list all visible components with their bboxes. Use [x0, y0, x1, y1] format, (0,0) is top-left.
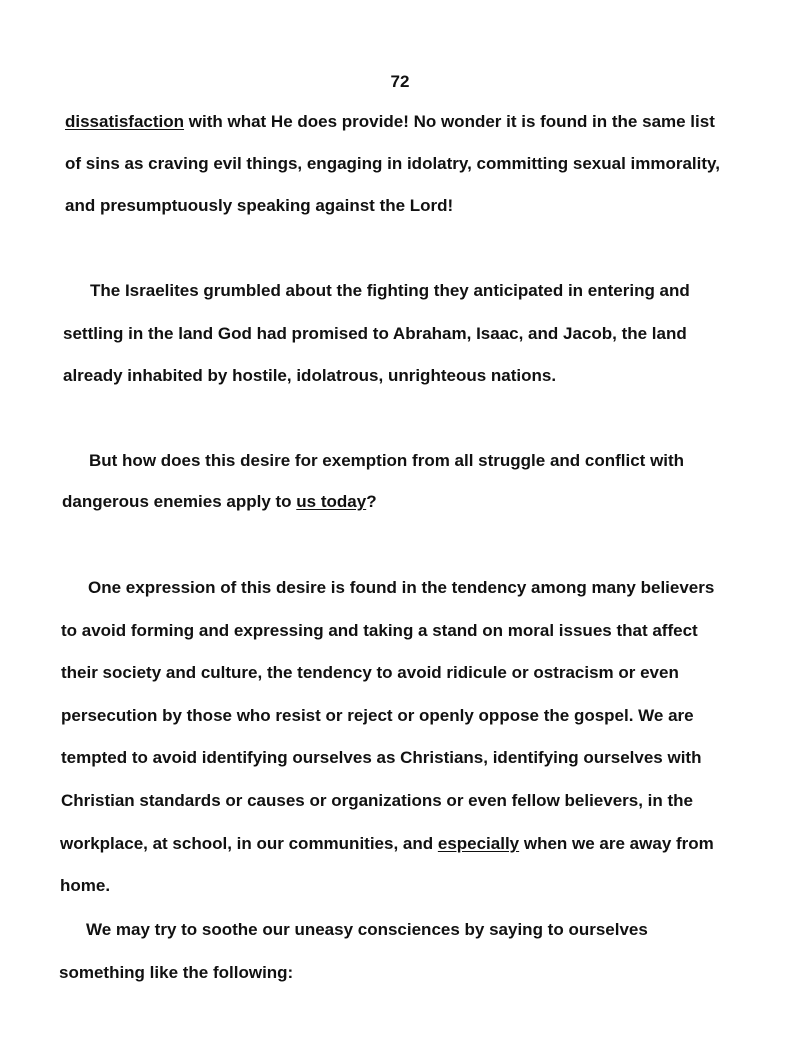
paragraph-4-line-3: their society and culture, the tendency to avoid ridicule or ostracism or even — [61, 663, 679, 682]
paragraph-1-line-3: and presumptuously speaking against the Lord! — [65, 196, 454, 215]
paragraph-5-line-1: We may try to soothe our uneasy consciences by saying to ourselves — [86, 920, 648, 939]
paragraph-4-line-7 — [60, 833, 714, 855]
line-text: ? — [366, 492, 377, 511]
paragraph-1-line-1 — [65, 111, 715, 133]
paragraph-2-line-1: The Israelites grumbled about the fighting they anticipated in entering and — [90, 281, 690, 300]
paragraph-1-line-2: of sins as craving evil things, engaging in idolatry, committing sexual immorality, — [65, 154, 720, 173]
paragraph-3-line-1: But how does this desire for exemption from all struggle and conflict with — [89, 451, 685, 470]
paragraph-2-line-3: already inhabited by hostile, idolatrous, unrighteous nations. — [63, 366, 557, 385]
underlined-word-especially: especially — [437, 834, 520, 853]
paragraph-4-line-2: to avoid forming and expressing and taking a stand on moral issues that affect — [61, 621, 698, 640]
line-text: with what He does provide! No wonder it is found in the same list — [184, 112, 715, 131]
paragraph-4-line-1: One expression of this desire is found in the tendency among many believers — [88, 578, 715, 597]
paragraph-4-line-8: home. — [60, 876, 111, 895]
paragraph-4-line-4: persecution by those who resist or reject or openly oppose the gospel. We are — [61, 706, 694, 725]
paragraph-2-line-2: settling in the land God had promised to Abraham, Isaac, and Jacob, the land — [63, 324, 687, 343]
underlined-phrase-us-today: us today — [296, 492, 367, 511]
paragraph-4-line-6: Christian standards or causes or organizations or even fellow believers, in the — [61, 791, 694, 810]
underlined-word-dissatisfaction: dissatisfaction — [65, 112, 185, 131]
line-text: dangerous enemies apply to — [62, 492, 297, 511]
paragraph-5-line-2: something like the following: — [59, 963, 294, 982]
paragraph-3-line-2 — [62, 491, 377, 513]
paragraph-4-line-5: tempted to avoid identifying ourselves as Christians, identifying ourselves with — [61, 748, 702, 767]
page-number: 72 — [390, 72, 410, 91]
line-text: workplace, at school, in our communities, and — [60, 834, 438, 853]
line-text: when we are away from — [519, 834, 714, 853]
